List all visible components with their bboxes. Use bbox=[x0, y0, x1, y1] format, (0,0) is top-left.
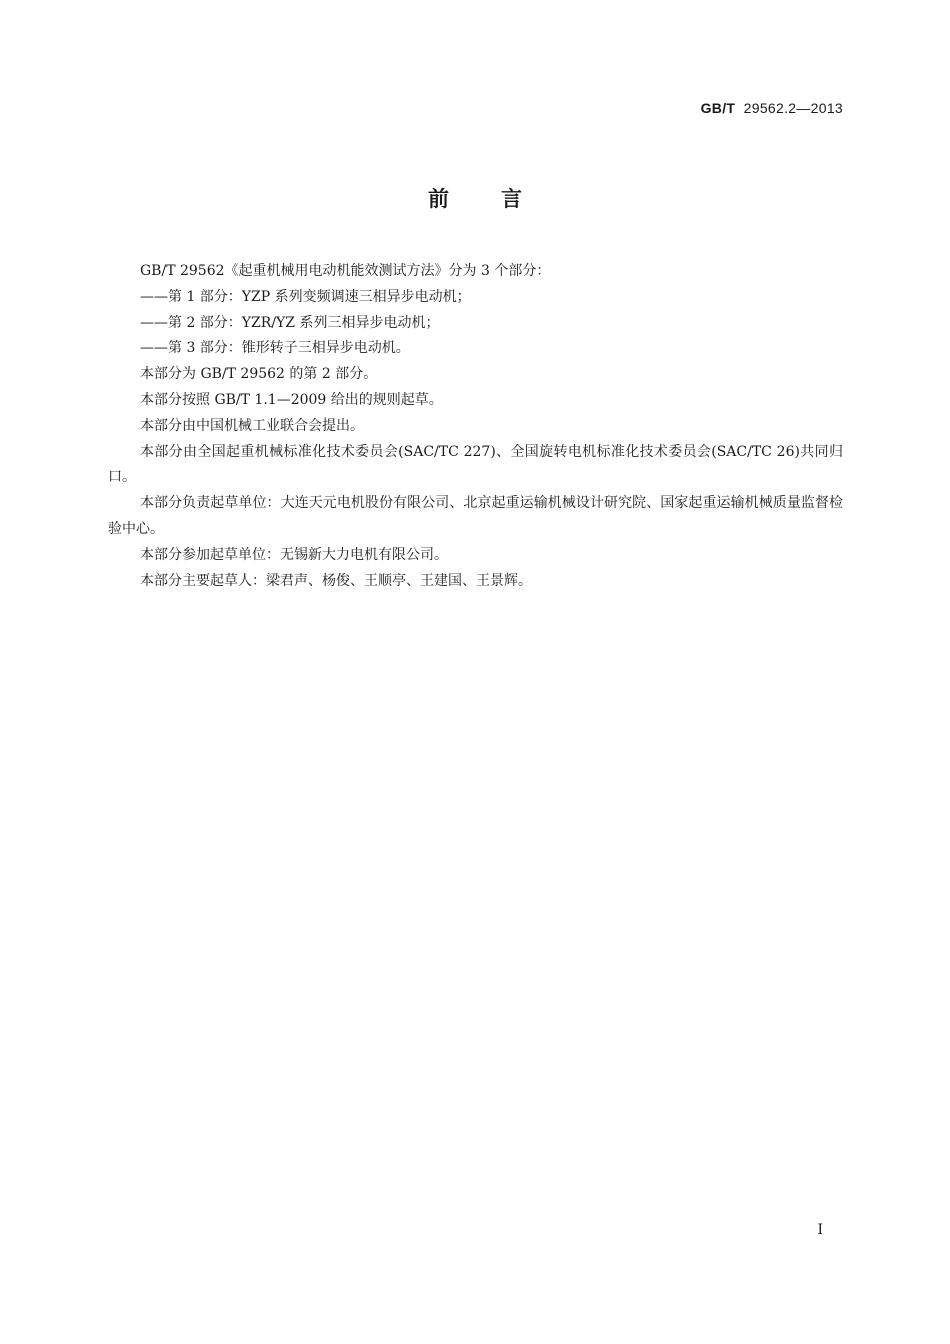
paragraph-drafting-units: 本部分负责起草单位：大连天元电机股份有限公司、北京起重运输机械设计研究院、国家起重运输机械质量监督检验中心。 bbox=[108, 495, 843, 537]
standard-prefix: GB/T bbox=[700, 100, 736, 116]
paragraph-jurisdiction: 本部分由全国起重机械标准化技术委员会(SAC/TC 227)、全国旋转电机标准化技术委员会(SAC/TC 26)共同归口。 bbox=[108, 443, 843, 486]
paragraph-drafting-rules: 本部分按照 GB/T 1.1—2009 给出的规则起草。 bbox=[140, 391, 443, 408]
paragraph-main-drafters: 本部分主要起草人：梁君声、杨俊、王顺亭、王建国、王景辉。 bbox=[140, 572, 532, 589]
page-number: I bbox=[817, 1222, 823, 1238]
standard-number: 29562.2—2013 bbox=[743, 100, 843, 116]
paragraph-proposed-by: 本部分由中国机械工业联合会提出。 bbox=[140, 417, 364, 434]
list-item-part-3: ——第 3 部分：锥形转子三相异步电动机。 bbox=[140, 340, 410, 357]
standard-code bbox=[701, 100, 843, 116]
paragraph-parts-overview: GB/T 29562《起重机械用电动机能效测试方法》分为 3 个部分： bbox=[140, 263, 551, 279]
list-item-part-2: ——第 2 部分：YZR/YZ 系列三相异步电动机； bbox=[140, 314, 440, 331]
paragraph-this-part: 本部分为 GB/T 29562 的第 2 部分。 bbox=[140, 366, 378, 383]
paragraph-participating-units: 本部分参加起草单位：无锡新大力电机有限公司。 bbox=[140, 546, 448, 563]
list-item-part-1: ——第 1 部分：YZP 系列变频调速三相异步电动机； bbox=[140, 288, 471, 305]
page-title: 前言 bbox=[428, 187, 574, 211]
foreword-body bbox=[108, 259, 843, 594]
